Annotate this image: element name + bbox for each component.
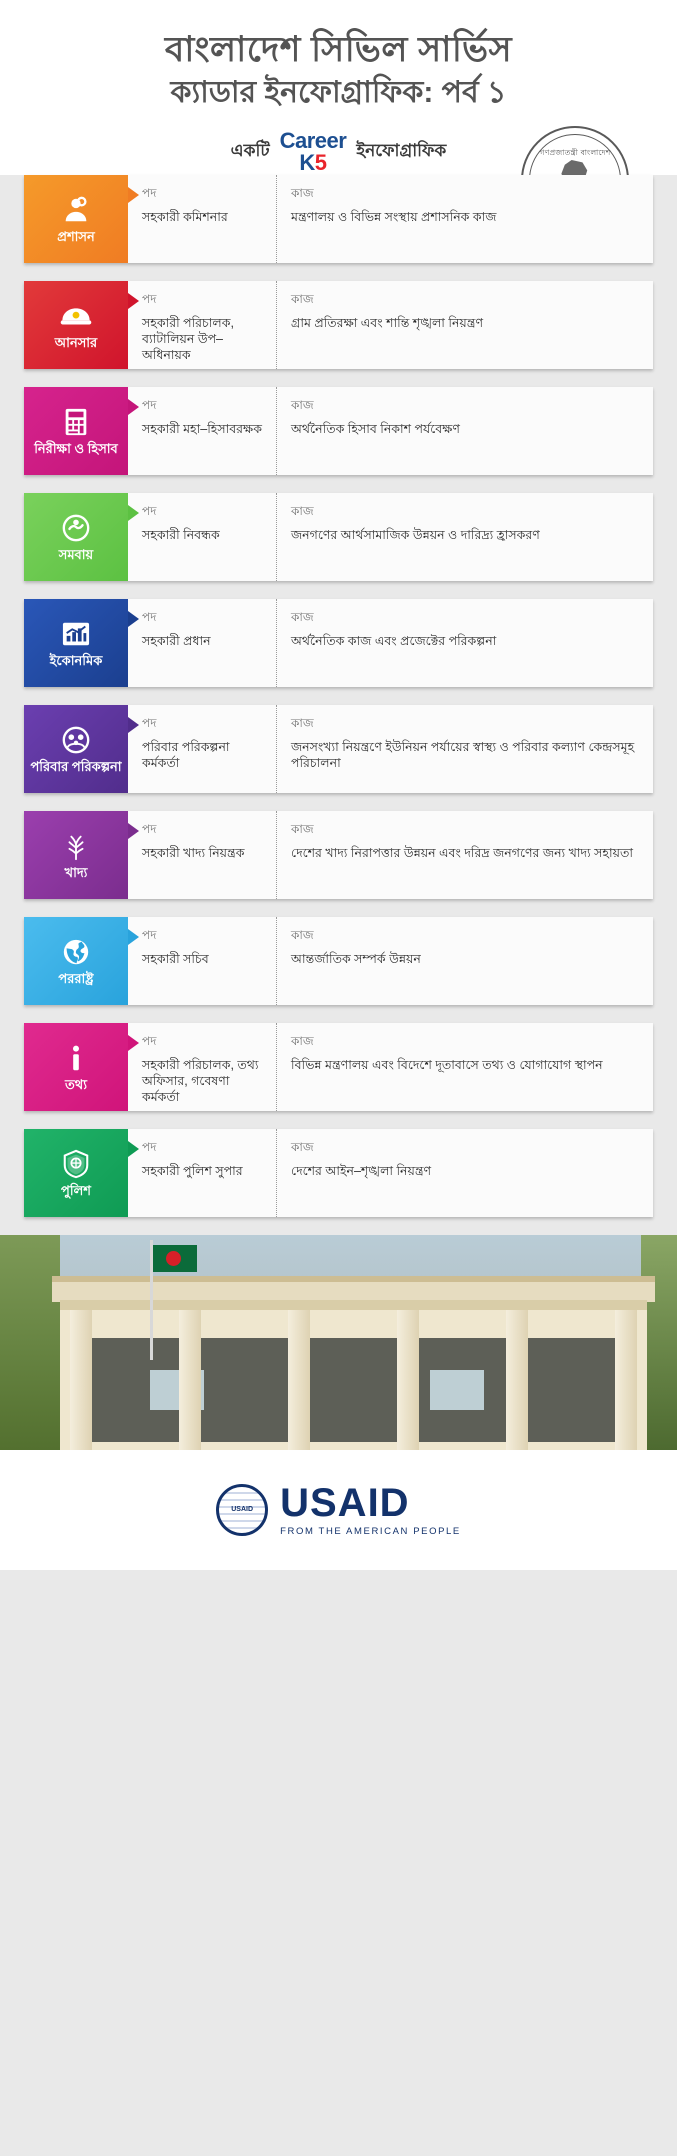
- post-value: সহকারী সচিব: [142, 952, 209, 966]
- cadre-card: [24, 281, 653, 369]
- work-value: অর্থনৈতিক কাজ এবং প্রজেক্টের পরিকল্পনা: [291, 634, 497, 648]
- work-heading: কাজ: [291, 716, 314, 730]
- post-column: [128, 1023, 276, 1111]
- byline-suffix: ইনফোগ্রাফিক: [356, 141, 447, 160]
- work-heading: কাজ: [291, 928, 314, 942]
- post-column: [128, 705, 276, 793]
- cadre-name: পরিবার পরিকল্পনা: [30, 758, 122, 774]
- cadre-card: [24, 917, 653, 1005]
- work-column: [276, 599, 653, 687]
- careerki-logo-line-2: [280, 152, 347, 174]
- cadre-name: আনসার: [54, 334, 98, 350]
- seal-top-text: গণপ্রজাতন্ত্রী বাংলাদেশ: [539, 148, 611, 157]
- work-column: [276, 387, 653, 475]
- work-column: [276, 811, 653, 899]
- cadre-tab: [24, 281, 128, 369]
- cadre-tab: [24, 811, 128, 899]
- post-heading: পদ: [142, 1034, 157, 1048]
- work-value: জনসংখ্যা নিয়ন্ত্রণে ইউনিয়ন পর্যায়ের স্বাস্থ্য ও পরিবার কল্যাণ কেন্দ্রসমূহ পরিচালনা: [291, 740, 635, 770]
- work-heading: কাজ: [291, 292, 314, 306]
- careerki-logo-s: 5: [314, 150, 327, 175]
- post-value: সহকারী নিবন্ধক: [142, 528, 220, 542]
- usaid-wordmark: [280, 1483, 461, 1537]
- post-column: [128, 387, 276, 475]
- cadre-card: [24, 1023, 653, 1111]
- cadre-tab: [24, 493, 128, 581]
- work-value: গ্রাম প্রতিরক্ষা এবং শান্তি শৃঙ্খলা নিয়ন্ত্রণ: [291, 316, 484, 330]
- post-heading: পদ: [142, 504, 157, 518]
- foreign-globe-icon: [61, 937, 91, 967]
- cadre-name: প্রশাসন: [57, 228, 95, 244]
- photo-building-roof: [52, 1276, 655, 1302]
- cadre-name: ইকোনমিক: [49, 652, 103, 668]
- cadre-card: [24, 599, 653, 687]
- work-value: জনগণের আর্থসামাজিক উন্নয়ন ও দারিদ্র্য হ্রাসকরণ: [291, 528, 540, 542]
- usaid-word: USAID: [280, 1481, 410, 1526]
- post-heading: পদ: [142, 928, 157, 942]
- photo-columns: [70, 1310, 637, 1450]
- page-title-line-2: ক্যাডার ইনফোগ্রাফিক: পর্ব ১: [170, 76, 507, 109]
- post-column: [128, 493, 276, 581]
- post-value: সহকারী খাদ্য নিয়ন্ত্রক: [142, 846, 245, 860]
- post-heading: পদ: [142, 398, 157, 412]
- cadre-tab: [24, 175, 128, 263]
- work-value: বিভিন্ন মন্ত্রণালয় এবং বিদেশে দূতাবাসে তথ্য ও যোগাযোগ স্থাপন: [291, 1058, 603, 1072]
- police-badge-icon: [61, 1149, 91, 1179]
- post-column: [128, 281, 276, 369]
- post-column: [128, 1129, 276, 1217]
- byline-prefix: একটি: [230, 141, 270, 160]
- work-heading: কাজ: [291, 186, 314, 200]
- cadre-card: [24, 1129, 653, 1217]
- work-column: [276, 1129, 653, 1217]
- usaid-tagline: FROM THE AMERICAN PEOPLE: [280, 1526, 461, 1538]
- post-value: সহকারী কমিশনার: [142, 210, 228, 224]
- post-heading: পদ: [142, 716, 157, 730]
- administration-icon: [61, 195, 91, 225]
- cadre-card: [24, 387, 653, 475]
- post-column: [128, 917, 276, 1005]
- work-heading: কাজ: [291, 822, 314, 836]
- work-column: [276, 705, 653, 793]
- work-heading: কাজ: [291, 610, 314, 624]
- photo-foliage-left: [0, 1235, 60, 1450]
- work-column: [276, 917, 653, 1005]
- work-value: আন্তর্জাতিক সম্পর্ক উন্নয়ন: [291, 952, 421, 966]
- bangladesh-flag-icon: [153, 1245, 197, 1272]
- post-value: সহকারী প্রধান: [142, 634, 211, 648]
- post-column: [128, 599, 276, 687]
- cadre-name: নিরীক্ষা ও হিসাব: [34, 440, 118, 456]
- work-value: দেশের আইন–শৃঙ্খলা নিয়ন্ত্রণ: [291, 1164, 432, 1178]
- cadre-tab: [24, 599, 128, 687]
- work-value: মন্ত্রণালয় ও বিভিন্ন সংস্থায় প্রশাসনিক কাজ: [291, 210, 497, 224]
- economic-chart-icon: [61, 619, 91, 649]
- cadre-name: খাদ্য: [64, 864, 88, 880]
- post-value: সহকারী মহা–হিসাবরক্ষক: [142, 422, 262, 436]
- careerki-logo-k: K: [299, 150, 315, 175]
- cooperative-handshake-icon: [61, 513, 91, 543]
- usaid-seal-icon: [216, 1484, 268, 1536]
- cadre-name: পুলিশ: [61, 1182, 91, 1198]
- cadre-name: তথ্য: [65, 1076, 87, 1092]
- food-wheat-icon: [61, 831, 91, 861]
- work-column: [276, 493, 653, 581]
- work-heading: কাজ: [291, 1140, 314, 1154]
- cadre-tab: [24, 387, 128, 475]
- post-column: [128, 175, 276, 263]
- ansar-cap-icon: [59, 301, 93, 331]
- post-value: সহকারী পরিচালক, তথ্য অফিসার, গবেষণা কর্মকর্তা: [142, 1058, 259, 1104]
- cadre-tab: [24, 1129, 128, 1217]
- cadre-tab: [24, 1023, 128, 1111]
- post-value: সহকারী পরিচালক, ব্যাটালিয়ন উপ–অধিনায়ক: [142, 316, 234, 362]
- post-heading: পদ: [142, 610, 157, 624]
- work-column: [276, 1023, 653, 1111]
- page-title-line-1: বাংলাদেশ সিভিল সার্ভিস: [164, 30, 513, 69]
- cadre-tab: [24, 917, 128, 1005]
- post-value: সহকারী পুলিশ সুপার: [142, 1164, 243, 1178]
- post-heading: পদ: [142, 292, 157, 306]
- usaid-seal-text: USAID: [231, 1506, 253, 1513]
- post-value: পরিবার পরিকল্পনা কর্মকর্তা: [142, 740, 230, 770]
- post-heading: পদ: [142, 1140, 157, 1154]
- cadre-name: পররাষ্ট্র: [58, 970, 94, 986]
- cadre-card: [24, 493, 653, 581]
- careerki-logo: [280, 130, 347, 174]
- usaid-footer: [0, 1450, 677, 1570]
- cadre-card-list: [0, 175, 677, 1217]
- family-planning-icon: [61, 725, 91, 755]
- careerki-logo-line-1: Career: [279, 128, 347, 153]
- work-value: দেশের খাদ্য নিরাপত্তার উন্নয়ন এবং দরিদ্র জনগণের জন্য খাদ্য সহায়তা: [291, 846, 633, 860]
- information-icon: [64, 1043, 88, 1073]
- work-heading: কাজ: [291, 398, 314, 412]
- work-column: [276, 281, 653, 369]
- audit-calculator-icon: [62, 407, 90, 437]
- post-heading: পদ: [142, 186, 157, 200]
- cadre-card: [24, 175, 653, 263]
- post-column: [128, 811, 276, 899]
- cadre-name: সমবায়: [58, 546, 94, 562]
- post-heading: পদ: [142, 822, 157, 836]
- work-heading: কাজ: [291, 504, 314, 518]
- cadre-card: [24, 811, 653, 899]
- cadre-tab: [24, 705, 128, 793]
- footer-photo: [0, 1235, 677, 1450]
- cadre-card: [24, 705, 653, 793]
- work-heading: কাজ: [291, 1034, 314, 1048]
- work-value: অর্থনৈতিক হিসাব নিকাশ পর্যবেক্ষণ: [291, 422, 460, 436]
- header: [0, 0, 677, 175]
- work-column: [276, 175, 653, 263]
